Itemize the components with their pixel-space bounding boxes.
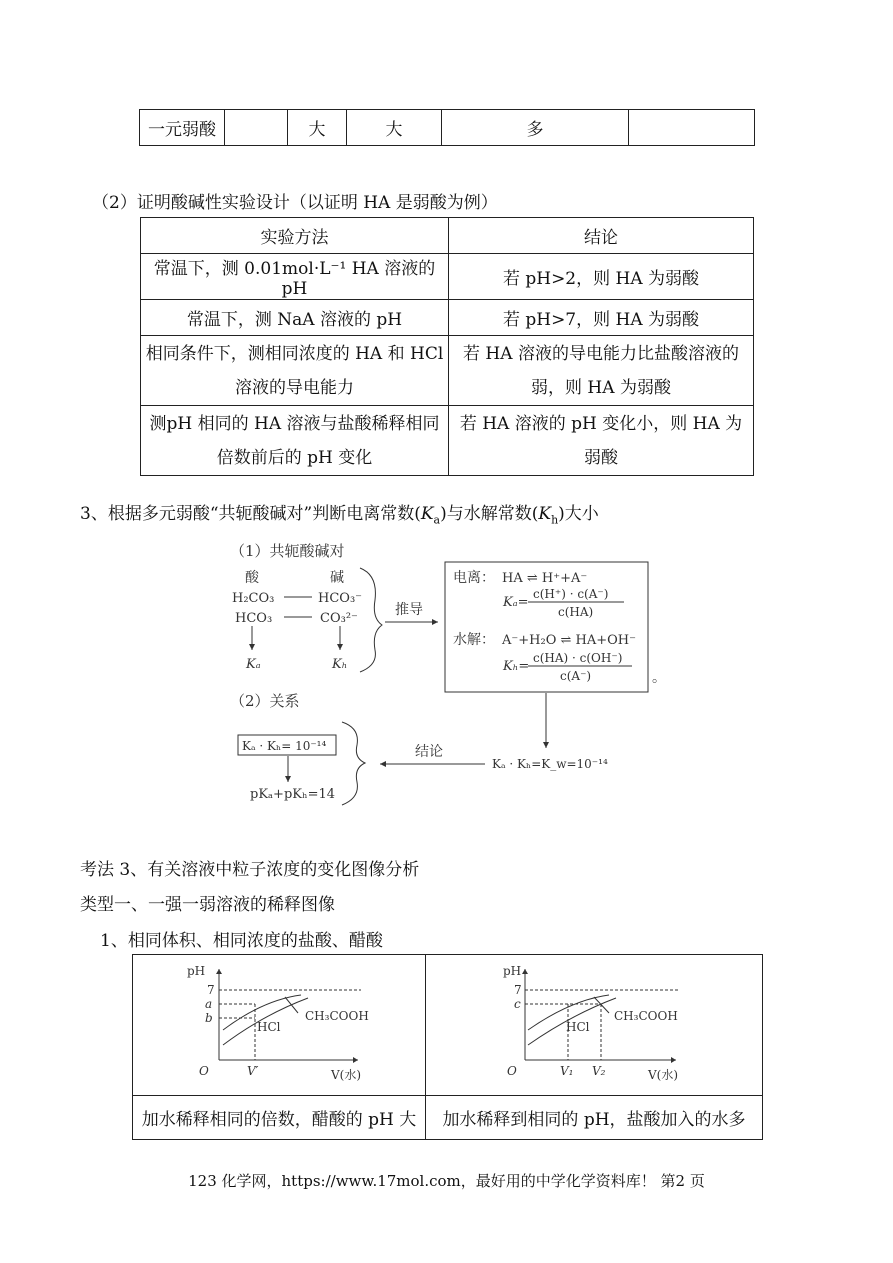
right-dilution-graph (426, 955, 762, 1095)
ka-label: Kₐ (246, 657, 261, 672)
brace (342, 722, 365, 805)
label-pointer (285, 997, 298, 1013)
graph-caption: 加水稀释相同的倍数，醋酸的 pH 大 (133, 1096, 426, 1140)
base-label: 碱 (330, 570, 344, 586)
cell-line: 测pH 相同的 HA 溶液与盐酸稀释相同 (149, 413, 440, 434)
k-subscript: h (551, 513, 559, 527)
y-tick: 7 (207, 983, 215, 997)
x-mark: V₂ (592, 1064, 606, 1078)
cell-line: 弱酸 (584, 447, 618, 468)
hcl-label: HCl (566, 1020, 590, 1034)
table-cell: 大 (347, 110, 442, 146)
heading-part: )与水解常数( (440, 504, 539, 524)
method-cell: 常温下，测 NaA 溶液的 pH (141, 300, 449, 336)
section2-heading: （2）证明酸碱性实验设计（以证明 HA 是弱酸为例） (92, 193, 498, 213)
ka-denominator: c(HA) (558, 605, 594, 619)
top-table (139, 109, 755, 146)
section3-heading (80, 499, 599, 526)
part2-label: （2）关系 (230, 692, 300, 710)
cell-line: 若 HA 溶液的 pH 变化小，则 HA 为 (459, 413, 743, 434)
conclusion-cell (449, 406, 754, 476)
conclusion-cell (449, 336, 754, 406)
cell-line: 若 HA 溶液的导电能力比盐酸溶液的 (463, 343, 739, 364)
part1-label: （1）共轭酸碱对 (230, 542, 345, 560)
cell-line: 相同条件下，测相同浓度的 HA 和 HCl (145, 343, 444, 364)
graph-cell-right (426, 955, 763, 1096)
conjugate-acid-base-diagram (220, 530, 670, 815)
k-symbol: K (420, 504, 434, 524)
conclusion-cell: 若 pH>7，则 HA 为弱酸 (449, 300, 754, 336)
k-symbol: K (538, 504, 552, 524)
x-mark: V₁ (560, 1064, 574, 1078)
y-tick: c (514, 997, 521, 1011)
origin-label: O (199, 1064, 209, 1078)
graph-table (132, 954, 763, 1140)
hcl-label: HCl (257, 1020, 281, 1034)
y-axis-label: pH (503, 964, 522, 978)
acid-label: 酸 (245, 570, 259, 586)
method-cell: 常温下，测 0.01mol·L⁻¹ HA 溶液的 pH (141, 254, 449, 300)
ionization-label: 电离： (453, 570, 495, 586)
pk-sum: pKₐ+pKₕ=14 (250, 787, 336, 802)
pair1-base: HCO₃⁻ (318, 591, 363, 606)
table-cell: 大 (288, 110, 347, 146)
kaofa-heading: 考法 3、有关溶液中粒子浓度的变化图像分析 (80, 860, 420, 880)
table-cell: 多 (442, 110, 629, 146)
pair2-acid: HCO₃ (235, 611, 273, 626)
period: 。 (652, 670, 666, 686)
method-cell (141, 336, 449, 406)
cell-line: 弱，则 HA 为弱酸 (531, 377, 671, 398)
y-tick: 7 (514, 983, 522, 997)
table-cell (629, 110, 755, 146)
column-header: 实验方法 (141, 218, 449, 254)
ionization-equation: HA ⇌ H⁺+A⁻ (502, 571, 588, 586)
pair2-base: CO₃²⁻ (320, 611, 358, 626)
x-axis-label: V(水) (648, 1068, 679, 1082)
kh-denominator: c(A⁻) (560, 669, 592, 683)
table-cell (225, 110, 288, 146)
hydrolysis-label: 水解： (453, 632, 495, 648)
kh-numerator: c(HA) · c(OH⁻) (533, 651, 623, 665)
graph-cell-left (133, 955, 426, 1096)
ch3cooh-label: CH₃COOH (305, 1009, 369, 1023)
kh-label: Kₕ (332, 657, 348, 672)
left-dilution-graph (133, 955, 425, 1095)
table-cell: 一元弱酸 (140, 110, 225, 146)
graph-caption: 加水稀释到相同的 pH，盐酸加入的水多 (426, 1096, 763, 1140)
conclusion-cell: 若 pH>2，则 HA 为弱酸 (449, 254, 754, 300)
method-table (140, 217, 754, 476)
pair1-acid: H₂CO₃ (232, 591, 275, 606)
origin-label: O (507, 1064, 517, 1078)
brace (360, 568, 382, 672)
cell-line: 倍数前后的 pH 变化 (216, 447, 373, 468)
type1-heading: 类型一、一强一弱溶液的稀释图像 (80, 895, 335, 915)
kh-expression: Kₕ= (503, 659, 530, 674)
column-header: 结论 (449, 218, 754, 254)
conclusion-label: 结论 (415, 744, 443, 760)
kw-equation: Kₐ · Kₕ=K_w=10⁻¹⁴ (492, 757, 608, 771)
ch3cooh-label: CH₃COOH (614, 1009, 678, 1023)
ka-expression: Kₐ= (503, 595, 529, 610)
k-subscript: a (433, 513, 441, 527)
cell-line: 溶液的导电能力 (235, 377, 354, 398)
ka-numerator: c(H⁺) · c(A⁻) (533, 587, 609, 601)
y-axis-label: pH (187, 964, 206, 978)
y-tick: b (205, 1011, 213, 1025)
page-footer: 123 化学网，https://www.17mol.com，最好用的中学化学资料库！ 第2 页 (188, 1172, 705, 1190)
item1-heading: 1、相同体积、相同浓度的盐酸、醋酸 (100, 931, 383, 951)
heading-part: )大小 (558, 504, 599, 524)
heading-part: 3、根据多元弱酸“共轭酸碱对”判断电离常数( (80, 504, 421, 524)
hydrolysis-equation: A⁻+H₂O ⇌ HA+OH⁻ (502, 633, 636, 648)
x-axis-label: V(水) (331, 1068, 362, 1082)
method-cell (141, 406, 449, 476)
x-mark: V′ (247, 1064, 259, 1078)
relation-equation: Kₐ · Kₕ= 10⁻¹⁴ (242, 739, 327, 753)
derive-label: 推导 (395, 602, 423, 618)
y-tick: a (205, 997, 213, 1011)
